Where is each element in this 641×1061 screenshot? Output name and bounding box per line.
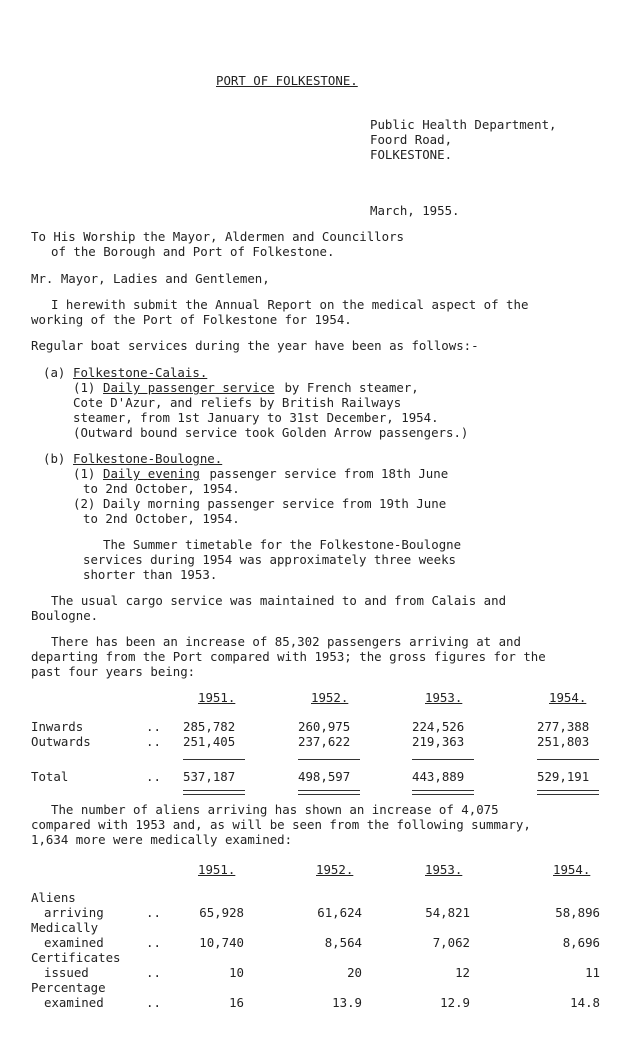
row-dots: .. [146,965,161,980]
table-cell: 285,782 [183,719,236,734]
row-label: Inwards [31,719,84,734]
row-label: Medically [31,920,99,935]
aliens-intro-line: The number of aliens arriving has shown an increase of 4,075 [51,802,499,817]
item-text: Cote D'Azur, and reliefs by British Railways [73,395,402,410]
item-text: (Outward bound service took Golden Arrow passengers.) [73,425,469,440]
table-cell: 277,388 [537,719,590,734]
intro-line: I herewith submit the Annual Report on the medical aspect of the [51,297,529,312]
row-label: Percentage [31,980,106,995]
table-cell: 251,803 [537,734,590,749]
year-header: 1954. [553,862,591,877]
item-text: to 2nd October, 1954. [83,481,240,496]
table-cell: 14.8 [570,995,600,1010]
row-label: Outwards [31,734,91,749]
item-label: (1) [73,466,96,481]
item-title: Daily evening [103,466,200,481]
increase-line: There has been an increase of 85,302 passengers arriving at and [51,634,521,649]
table-cell: 498,597 [298,769,351,784]
section-label: (b) [43,451,66,466]
table-cell: 237,622 [298,734,351,749]
table-cell: 12 [455,965,470,980]
timetable-line: The Summer timetable for the Folkestone-Boulogne [103,537,462,552]
cargo-line: The usual cargo service was maintained to and from Calais and [51,593,507,608]
table-cell: 13.9 [332,995,362,1010]
row-dots: .. [146,935,161,950]
table-cell: 260,975 [298,719,351,734]
table-cell: 16 [229,995,244,1010]
row-label: Certificates [31,950,121,965]
table-cell: 537,187 [183,769,236,784]
table-cell: 58,896 [555,905,600,920]
double-rule [298,790,360,795]
item-label: (1) [73,380,96,395]
row-dots: .. [146,995,161,1010]
table-cell: 443,889 [412,769,465,784]
year-header: 1951. [198,690,236,705]
section-label: (a) [43,365,66,380]
row-dots: .. [146,905,161,920]
table-cell: 20 [347,965,362,980]
addressee-line: of the Borough and Port of Folkestone. [51,244,335,259]
table-cell: 8,696 [562,935,600,950]
address-line: Public Health Department, [370,117,557,132]
address-line: FOLKESTONE. [370,147,453,162]
table-cell: 12.9 [440,995,470,1010]
item-text: passenger service from 18th June [202,466,449,481]
page-heading: PORT OF FOLKESTONE. [216,73,358,88]
row-label: issued [44,965,89,980]
year-header: 1952. [311,690,349,705]
table-cell: 7,062 [432,935,470,950]
row-label: Total [31,769,69,784]
salutation: Mr. Mayor, Ladies and Gentlemen, [31,271,270,286]
double-rule [183,790,245,795]
year-header: 1953. [425,862,463,877]
sum-rule [298,759,360,760]
timetable-line: services during 1954 was approximately three weeks [83,552,456,567]
year-header: 1953. [425,690,463,705]
intro-line: working of the Port of Folkestone for 1954. [31,312,352,327]
table-cell: 10,740 [199,935,244,950]
table-cell: 61,624 [317,905,362,920]
table-cell: 224,526 [412,719,465,734]
double-rule [412,790,474,795]
table-cell: 54,821 [425,905,470,920]
increase-line: departing from the Port compared with 1953; the gross figures for the [31,649,546,664]
item-label: (2) [73,496,96,511]
item-text: steamer, from 1st January to 31st December, 1954. [73,410,439,425]
double-rule [537,790,599,795]
table-cell: 219,363 [412,734,465,749]
table-cell: 10 [229,965,244,980]
row-label: examined [44,995,104,1010]
row-dots: .. [146,719,161,734]
row-label: Aliens [31,890,76,905]
item-text: to 2nd October, 1954. [83,511,240,526]
table-cell: 11 [585,965,600,980]
table-cell: 8,564 [324,935,362,950]
timetable-line: shorter than 1953. [83,567,218,582]
item-title: Daily passenger service [103,380,275,395]
section-title: Folkestone-Boulogne. [73,451,223,466]
row-label: examined [44,935,104,950]
cargo-line: Boulogne. [31,608,99,623]
table-cell: 251,405 [183,734,236,749]
row-dots: .. [146,734,161,749]
item-text: Daily morning passenger service from 19th June [103,496,447,511]
item-text: by French steamer, [277,380,419,395]
address-line: Foord Road, [370,132,453,147]
addressee-line: To His Worship the Mayor, Aldermen and Councillors [31,229,404,244]
year-header: 1951. [198,862,236,877]
sum-rule [183,759,245,760]
table-cell: 65,928 [199,905,244,920]
year-header: 1954. [549,690,587,705]
table-cell: 529,191 [537,769,590,784]
services-intro: Regular boat services during the year have been as follows:- [31,338,479,353]
section-title: Folkestone-Calais. [73,365,208,380]
sum-rule [412,759,474,760]
sum-rule [537,759,599,760]
row-label: arriving [44,905,104,920]
increase-line: past four years being: [31,664,196,679]
year-header: 1952. [316,862,354,877]
row-dots: .. [146,769,161,784]
aliens-intro-line: compared with 1953 and, as will be seen from the following summary, [31,817,531,832]
letter-date: March, 1955. [370,203,460,218]
aliens-intro-line: 1,634 more were medically examined: [31,832,293,847]
